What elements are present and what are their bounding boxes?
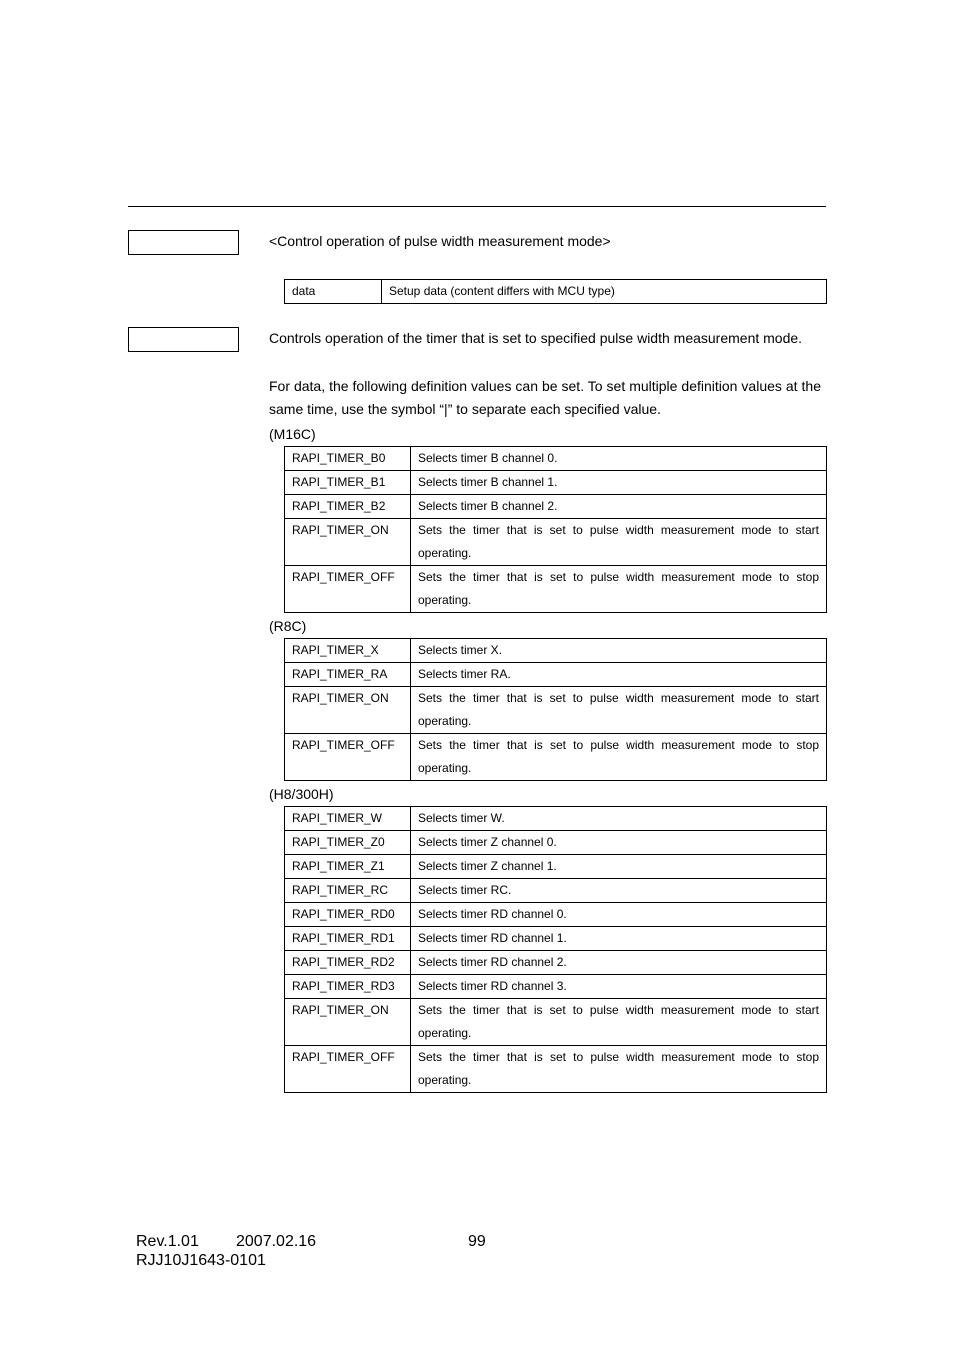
function-title: <Control operation of pulse width measurement mode> xyxy=(269,233,611,249)
definition-desc: Selects timer RD channel 0. xyxy=(411,903,827,927)
table-row xyxy=(285,734,827,781)
table-row xyxy=(285,639,827,663)
definition-name: RAPI_TIMER_W xyxy=(285,807,411,831)
definition-desc: Sets the timer that is set to pulse width measurement mode to stop operating. xyxy=(411,566,827,613)
param-desc: Setup data (content differs with MCU type) xyxy=(382,280,827,304)
description-label-box xyxy=(128,327,239,352)
table-row xyxy=(285,999,827,1046)
table-row xyxy=(285,471,827,495)
definition-desc: Selects timer W. xyxy=(411,807,827,831)
definition-desc: Sets the timer that is set to pulse width measurement mode to start operating. xyxy=(411,999,827,1046)
revision-date: 2007.02.16 xyxy=(236,1233,317,1250)
definition-desc: Selects timer B channel 1. xyxy=(411,471,827,495)
definition-name: RAPI_TIMER_ON xyxy=(285,999,411,1046)
definition-name: RAPI_TIMER_RA xyxy=(285,663,411,687)
document-id: RJJ10J1643-0101 xyxy=(136,1252,266,1269)
table-row xyxy=(285,495,827,519)
table-row xyxy=(285,447,827,471)
table-row xyxy=(285,566,827,613)
definition-name: RAPI_TIMER_OFF xyxy=(285,1046,411,1093)
definition-table-m16c xyxy=(284,446,827,613)
definition-desc: Sets the timer that is set to pulse width measurement mode to stop operating. xyxy=(411,734,827,781)
definition-name: RAPI_TIMER_B0 xyxy=(285,447,411,471)
table-row xyxy=(285,855,827,879)
definition-name: RAPI_TIMER_RD0 xyxy=(285,903,411,927)
definition-desc: Selects timer B channel 0. xyxy=(411,447,827,471)
top-rule xyxy=(128,206,826,207)
table-row xyxy=(285,807,827,831)
definition-name: RAPI_TIMER_RD3 xyxy=(285,975,411,999)
definition-desc: Selects timer RD channel 1. xyxy=(411,927,827,951)
table-row xyxy=(285,687,827,734)
table-row xyxy=(285,1046,827,1093)
definition-name: RAPI_TIMER_Z0 xyxy=(285,831,411,855)
revision: Rev.1.01 xyxy=(136,1233,199,1250)
section-label-r8c: (R8C) xyxy=(269,618,307,634)
definition-name: RAPI_TIMER_X xyxy=(285,639,411,663)
definition-desc: Selects timer Z channel 0. xyxy=(411,831,827,855)
definition-desc: Selects timer RA. xyxy=(411,663,827,687)
definition-name: RAPI_TIMER_OFF xyxy=(285,566,411,613)
table-row xyxy=(285,879,827,903)
description-line2: For data, the following definition values can be set. To set multiple definition values at the same time, use the symbol “|” to separate each specified value. xyxy=(269,378,821,417)
definition-desc: Sets the timer that is set to pulse width measurement mode to start operating. xyxy=(411,519,827,566)
definition-name: RAPI_TIMER_ON xyxy=(285,687,411,734)
definition-name: RAPI_TIMER_B2 xyxy=(285,495,411,519)
table-row xyxy=(285,903,827,927)
definition-desc: Selects timer RD channel 2. xyxy=(411,951,827,975)
definition-name: RAPI_TIMER_ON xyxy=(285,519,411,566)
table-row xyxy=(285,663,827,687)
definition-name: RAPI_TIMER_OFF xyxy=(285,734,411,781)
definition-name: RAPI_TIMER_RD2 xyxy=(285,951,411,975)
page-number: 99 xyxy=(468,1233,486,1250)
definition-name: RAPI_TIMER_RC xyxy=(285,879,411,903)
param-name: data xyxy=(285,280,382,304)
description-line1: Controls operation of the timer that is set to specified pulse width measurement mode. xyxy=(269,330,803,346)
definition-name: RAPI_TIMER_B1 xyxy=(285,471,411,495)
definition-name: RAPI_TIMER_Z1 xyxy=(285,855,411,879)
section-label-h8: (H8/300H) xyxy=(269,786,334,802)
table-row xyxy=(285,280,827,304)
table-row xyxy=(285,519,827,566)
table-row xyxy=(285,831,827,855)
param-table xyxy=(284,279,827,304)
definition-desc: Selects timer B channel 2. xyxy=(411,495,827,519)
table-row xyxy=(285,927,827,951)
table-row xyxy=(285,951,827,975)
definition-name: RAPI_TIMER_RD1 xyxy=(285,927,411,951)
function-label-box xyxy=(128,230,239,255)
table-row xyxy=(285,975,827,999)
definition-desc: Sets the timer that is set to pulse width measurement mode to stop operating. xyxy=(411,1046,827,1093)
definition-desc: Selects timer RD channel 3. xyxy=(411,975,827,999)
definition-desc: Selects timer X. xyxy=(411,639,827,663)
definition-table-h8 xyxy=(284,806,827,1093)
definition-desc: Sets the timer that is set to pulse width measurement mode to start operating. xyxy=(411,687,827,734)
definition-desc: Selects timer RC. xyxy=(411,879,827,903)
definition-desc: Selects timer Z channel 1. xyxy=(411,855,827,879)
section-label-m16c: (M16C) xyxy=(269,426,316,442)
definition-table-r8c xyxy=(284,638,827,781)
